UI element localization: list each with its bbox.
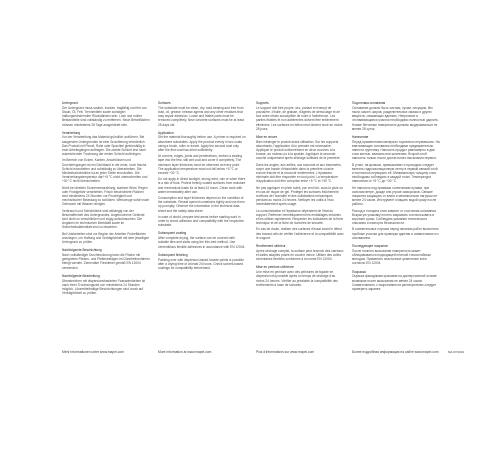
paragraph: После полного высыхания поверхность может облицовываться подходящей плиткой тонкослойным методом. Применять эластичные цементные клеи согласно EN 12004. — [352, 248, 431, 266]
footer-more-info-english: More information at www.mapei.com — [158, 350, 212, 354]
section-subsequent-coating — [158, 231, 246, 248]
section-heading: Application — [158, 130, 174, 135]
paragraph: Ne pas appliquer en plein soleil, par vent fort, sous la pluie ou en cas de risque de gel. Protéger les surfaces fraîchement revêtues de l'humidité et des sollicitations mécaniques pendant au moins 24 heures. Nettoyer les outils à l'eau immédiatement après usage. — [256, 185, 344, 207]
footer-more-info-russian: Более подробная информация на сайте www.mapei.com — [352, 350, 439, 354]
column-english — [158, 101, 246, 327]
paragraph: Le support doit être propre, sec, portant et exempt de poussière, d'huile, de graisse, d'agents de démoulage et de tout autre résidu susceptible de nuire à l'adhérence. Les parties friables et non adhérentes doivent être entièrement éliminées. Les surfaces en béton neuf doivent avoir au moins 28 jours. — [256, 105, 343, 131]
section-heading: Покраска — [352, 269, 366, 274]
section-heading: Nachfolgende Beschichtung — [62, 248, 102, 253]
paragraph: Bei Unklarheiten sind vor Beginn der Arbeiten Probeflächen anzulegen, um Haftung und Verträglichkeit mit dem jeweiligen Untergrund zu prüfen. — [62, 231, 150, 245]
section-application — [352, 135, 440, 240]
section-subsequent-finishing — [256, 265, 344, 287]
section-heading: Subsequent coating — [158, 231, 187, 236]
paragraph: The substrate must be clean, dry, load-bearing and free from dust, oil, grease, release agents and any other residues that may impair adhesion. Loose and friable parts must be removed completely. New concrete surfaces must be at least 28 days old. — [158, 105, 244, 127]
section-heading: Подготовка основания — [352, 101, 386, 105]
paragraph: Überstreichen mit dispersionsbasierten Fassadenfarben ist nach einer Trocknungszeit von mindestens 24 Stunden möglich. Lösemittelhaltige Beschichtungen sind vorab auf Verträglichkeit zu prüfen. — [62, 278, 146, 296]
section-subsequent-coating — [352, 244, 440, 266]
paragraph: Der Untergrund muss sauber, trocken, tragfähig und frei von Staub, Öl, Fett, Trennmitteln sowie sonstigen haftungsmindernden Rückständen sein. Lose und mürbe Bestandteile sind vollständig zu entfernen. Neue Betonflächen müssen mindestens 28 Tage ausgehärtet sein. — [62, 105, 150, 127]
section-substrate — [62, 101, 150, 127]
section-heading: Supports — [256, 101, 269, 105]
section-substrate — [158, 101, 246, 127]
paragraph: В углах, на кромках, примыканиях и проходках следует вклеить гидроизоляционную ленту в первый свежий слой и полностью перекрыть её. Минимальную толщину слоя необходимо соблюдать в каждой точке. Температура нанесения от +5 °C до +30 °C. — [352, 162, 438, 184]
section-subsequent-coating — [256, 244, 344, 261]
section-substrate — [352, 101, 440, 131]
section-application — [158, 131, 246, 228]
section-application — [62, 131, 150, 245]
column-russian — [352, 101, 440, 327]
section-heading: Untergrund — [62, 101, 78, 105]
section-heading: Revêtement ultérieur — [256, 244, 286, 249]
section-subsequent-finishing — [62, 274, 150, 296]
column-french — [256, 101, 344, 327]
paragraph: Nach vollständiger Durchtrocknung kann die Fläche mit geeigneten Fliesen- und Plattenbelägen im Dünnbettverfahren belegt werden. Zementäre Flexkleber gemäß EN 12004 verwenden. — [62, 253, 150, 270]
section-heading: Subsequent finishing — [158, 252, 188, 257]
paragraph: Painting over with dispersion-based facade paints is possible after a drying time of at least 24 hours. Check solvent-based coatings for compatibility beforehand. — [158, 257, 244, 270]
section-subsequent-coating — [62, 248, 150, 270]
section-heading: Verarbeitung — [62, 130, 81, 135]
paragraph: Окраска фасадными красками на дисперсионной основе возможна после высыхания не менее 24 часов. Совместимость с покрытиями на растворителях следует проверить заранее. — [352, 274, 437, 291]
section-heading: Surfaces — [158, 101, 171, 105]
paragraph: La consommation et l'épaisseur dépendent de l'état du support. Refermer hermétiquement les emballages entamés et les utiliser rapidement. Respecter les indications de la fiche technique et de la fiche de données de sécurité. — [256, 208, 344, 226]
paragraph: Bien mélanger le produit avant utilisation. Sur les supports absorbants, l'application d'un primaire est nécessaire. Appliquer le produit uniformément en deux couches à la brosse, au rouleau ou à la spatule. Appliquer la seconde couche uniquement après séchage suffisant de la première. — [256, 139, 341, 161]
paragraph: Im Bereich von Ecken, Kanten, Anschlüssen und Durchdringungen ist ein Dichtband in die erste, noch frische Schicht einzubetten und vollständig zu überarbeiten. Die Mindestschichtdicke ist an jeder Stelle einzuhalten. Die Verarbeitungstemperatur darf +5 °C nicht unterschreiten und +30 °C nicht überschreiten. — [62, 158, 148, 184]
section-application — [256, 135, 344, 240]
paragraph: Vor der Verarbeitung das Material gründlich aufrühren. Bei saugenden Untergründen ist eine Grundierung erforderlich. Das Produkt mit Pinsel, Rolle oder Spachtel gleichmäßig in zwei Arbeitsgängen auftragen. Die zweite Schicht erst nach ausreichender Trocknung der ersten Schicht aufbringen. — [62, 135, 146, 157]
paragraph: Verbrauch und Schichtdicke sind abhängig von der Beschaffenheit des Untergrundes. Angebrochene Gebinde sind dicht zu verschließen und zügig aufzubrauchen. Die Angaben im technischen Merkblatt sowie im Sicherheitsdatenblatt sind zu beachten. — [62, 208, 145, 230]
section-subsequent-finishing — [158, 253, 246, 270]
paragraph: Основание должно быть чистым, сухим, несущим, без пыли, масел, жиров, разделительных смазок и других веществ, снижающих адгезию. Непрочные и отслаивающиеся участки необходимо полностью удалить. Новые бетонные поверхности должны выдерживаться не менее 28 суток. — [352, 105, 439, 131]
section-heading: Mise en œuvre — [256, 134, 278, 139]
section-substrate — [256, 101, 344, 131]
paragraph: Une mise en peinture avec des peintures de façade en dispersion est possible après un temps de séchage d'au moins 24 heures. Vérifier au préalable la compatibilité des revêtements à base de solvants. — [256, 270, 338, 287]
paragraph: Расход и толщина слоя зависят от состояния основания. Вскрытую упаковку плотно закрывать и использовать в короткие сроки. Соблюдать указания технического описания и паспорта безопасности. — [352, 208, 437, 226]
section-heading: Последующее покрытие — [352, 244, 389, 249]
paragraph: In case of doubt, prepare test areas before starting work in order to check adhesion and compatibility with the respective substrate. — [158, 214, 244, 228]
column-german — [62, 101, 150, 327]
paragraph: Не наносить под прямыми солнечными лучами, при сильном ветре, дожде или угрозе заморозков. Свежие покрытия защищать от влаги и механических нагрузок не менее 24 часов. Инструмент очищать водой сразу после работы. — [352, 185, 438, 207]
footer-more-info-french: Plus d'informations sur www.mapei.com — [256, 350, 315, 354]
paragraph: В сомнительных случаях перед началом работ выполнить пробные участки для проверки адгезии и совместимости с основанием. — [352, 227, 439, 240]
section-heading: Nachfolgende Bearbeitung — [62, 273, 100, 278]
section-heading: Mise en peinture ultérieure — [256, 265, 294, 270]
document-code: MA 07/2019 — [447, 350, 464, 354]
footer-more-info-german: Mehr Informationen unter www.mapei.com — [62, 350, 124, 354]
paragraph: Après séchage complet, la surface peut recevoir des carreaux et dalles adaptés posés en couche mince. Utiliser des colles cimentaires flexibles conformes à la norme EN 12004. — [256, 248, 344, 262]
paragraph: Nicht bei direkter Sonneneinstrahlung, starkem Wind, Regen oder Frostgefahr verarbeiten. Frisch beschichtete Flächen sind mindestens 24 Stunden vor Feuchtigkeit und mechanischer Belastung zu schützen. Werkzeuge sofort nach Gebrauch mit Wasser reinigen. — [62, 185, 150, 207]
paragraph: Do not apply in direct sunlight, strong wind, rain or when there is a risk of frost. Protect freshly coated surfaces from moisture and mechanical loads for at least 24 hours. Clean tools with water immediately after use. — [158, 177, 246, 194]
paragraph: Consumption and layer thickness depend on the condition of the substrate. Reseal opened containers tightly and use them up promptly. Observe the information in the technical data sheet and the safety data sheet. — [158, 196, 245, 213]
paragraph: Dans les angles, aux arêtes, aux raccords et aux traversées, noyer une bande d'étanchéité dans la première couche encore fraîche et la recouvrir entièrement. L'épaisseur minimale doit être respectée en tout point. La température d'application doit être comprise entre +5 °C et +30 °C. — [256, 162, 342, 184]
section-heading: Нанесение — [352, 134, 369, 139]
paragraph: After complete drying, the surface can be covered with suitable tiles and slabs using the thin-bed method. Use cementitious flexible adhesives in accordance with EN 12004. — [158, 236, 246, 249]
section-subsequent-finishing — [352, 270, 440, 292]
paragraph: Stir the material thoroughly before use. A primer is required on absorbent substrates. Apply the product evenly in two coats using a brush, roller or trowel. Apply the second coat only after the first coat has dried sufficiently. — [158, 135, 246, 153]
paragraph: En cas de doute, réaliser des surfaces d'essai avant le début des travaux afin de vérifier l'adhérence et la compatibilité avec le support. — [256, 227, 344, 240]
paragraph: Перед применением материал тщательно перемешать. На впитывающие основания необходимо предварительно нанести грунтовку. Наносить продукт равномерно в два слоя кистью, валиком или шпателем. Второй слой наносить только после достаточного высыхания первого. — [352, 139, 440, 161]
paragraph: At corners, edges, joints and penetrations, embed a sealing tape into the first, still wet coat and cover it completely. The minimum layer thickness must be observed at every point. The application temperature must not fall below +5 °C or exceed +30 °C. — [158, 154, 242, 176]
